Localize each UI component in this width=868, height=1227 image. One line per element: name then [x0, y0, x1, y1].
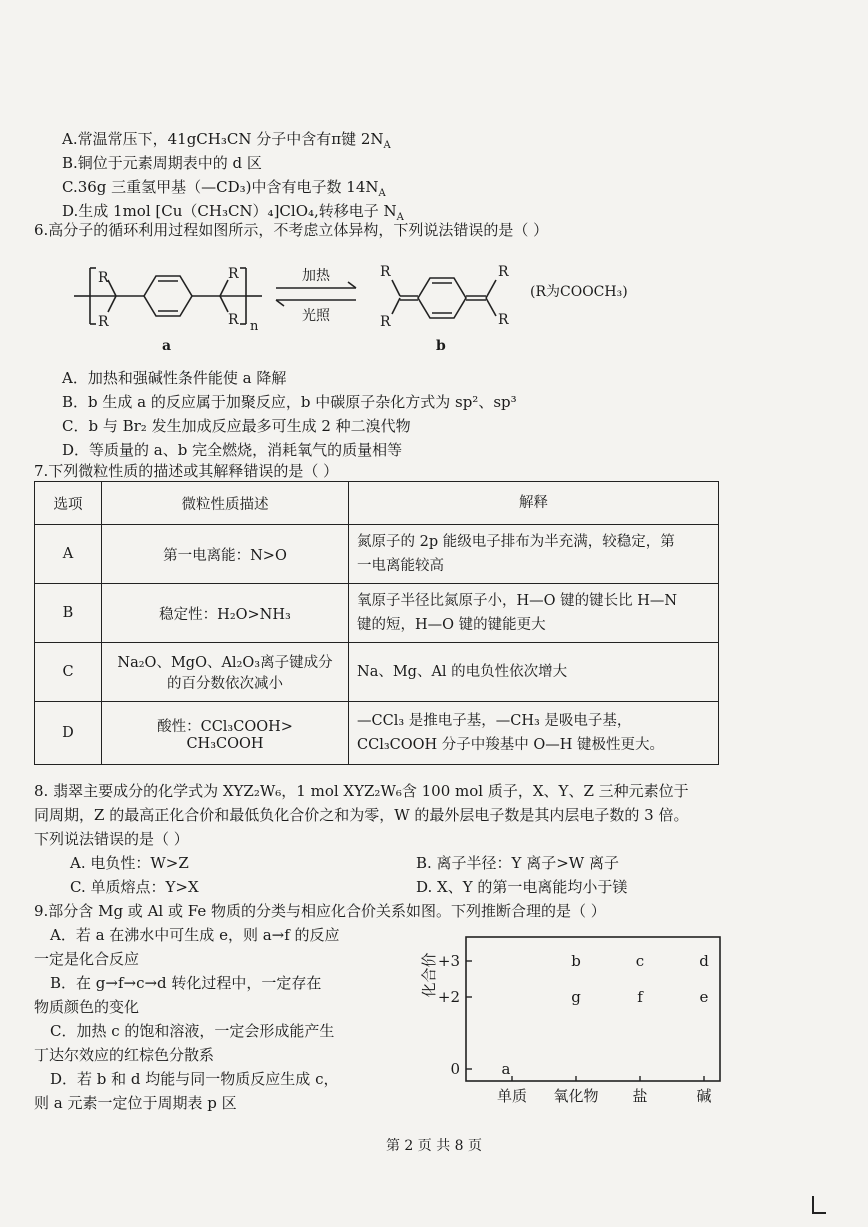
explanation-line: 氮原子的 2p 能级电子排布为半充满，较稳定，第	[357, 534, 675, 550]
header-option: 选项	[35, 482, 102, 525]
data-point-g: g	[571, 988, 581, 1006]
y-tick-label: 0	[450, 1060, 460, 1078]
q5-option-d: D.生成 1mol [Cu（CH₃CN）₄]ClO₄,转移电子 $N_A$	[62, 202, 404, 223]
description-line: 酸性：CCl₃COOH>	[157, 718, 293, 735]
q6-stem: 6.高分子的循环利用过程如图所示，不考虑立体异构，下列说法错误的是（ ）	[34, 221, 549, 239]
explanation-line: —CCl₃ 是推电子基，—CH₃ 是吸电子基，	[357, 713, 632, 729]
q8-option-c: C. 单质熔点：Y>X	[70, 878, 199, 896]
data-point-d: d	[699, 952, 709, 970]
q6-option-a: A．加热和强碱性条件能使 a 降解	[62, 369, 287, 387]
corner-mark	[812, 1196, 826, 1214]
row-explanation	[349, 525, 719, 584]
r-label: R	[98, 270, 109, 286]
q9-stem: 9.部分含 Mg 或 Al 或 Fe 物质的分类与相应化合价关系如图。下列推断合理的是（ ）	[34, 902, 606, 920]
table-row	[35, 643, 719, 702]
row-explanation: Na、Mg、Al 的电负性依次增大	[349, 643, 719, 702]
data-point-c: c	[635, 952, 645, 970]
q9-option-line: D．若 b 和 d 均能与同一物质反应生成 c，	[50, 1070, 339, 1088]
q8-option-b: B. 离子半径：Y 离子>W 离子	[416, 854, 619, 872]
r-label: R	[498, 264, 509, 280]
page-footer: 第 2 页 共 8 页	[385, 1138, 483, 1154]
q9-option-line: A．若 a 在沸水中可生成 e，则 a→f 的反应	[50, 926, 340, 944]
compound-a-label: a	[162, 338, 172, 354]
x-tick-label: 盐	[632, 1087, 648, 1105]
subscript-n: n	[250, 319, 259, 334]
q5-option-c: C.36g 三重氢甲基（—CD₃)中含有电子数 $14N_A$	[62, 178, 386, 199]
data-point-a: a	[501, 1060, 511, 1078]
polymer-cycle-diagram	[70, 250, 690, 360]
row-explanation	[349, 584, 719, 643]
row-option: C	[35, 643, 102, 702]
valence-class-chart	[410, 925, 730, 1115]
q8-stem-line: 8. 翡翠主要成分的化学式为 XYZ₂W₆，1 mol XYZ₂W₆含 100 mol 质子，X、Y、Z 三种元素位于	[34, 782, 689, 800]
row-description: 稳定性：H₂O>NH₃	[102, 584, 349, 643]
header-explanation: 解释	[349, 482, 719, 525]
q6-option-c: C．b 与 Br₂ 发生加成反应最多可生成 2 种二溴代物	[62, 417, 411, 435]
q9-option-line: 物质颜色的变化	[34, 998, 140, 1016]
table-row	[35, 525, 719, 584]
table-row	[35, 584, 719, 643]
r-label: R	[380, 314, 391, 330]
q8-stem-line: 同周期，Z 的最高正化合价和最低负化合价之和为零，W 的最外层电子数是其内层电子数的 3 倍。	[34, 806, 689, 824]
q8-option-d: D. X、Y 的第一电离能均小于镁	[416, 878, 628, 896]
row-description: 第一电离能：N>O	[102, 525, 349, 584]
explanation-line: CCl₃COOH 分子中羧基中 O—H 键极性更大。	[357, 737, 665, 753]
row-option: B	[35, 584, 102, 643]
arrow-top-label: 加热	[302, 268, 330, 284]
q5-option-b: B.铜位于元素周期表中的 d 区	[62, 154, 262, 172]
table-row	[35, 702, 719, 765]
data-point-b: b	[571, 952, 581, 970]
q6-option-b: B．b 生成 a 的反应属于加聚反应，b 中碳原子杂化方式为 sp²、sp³	[62, 393, 517, 411]
row-description	[102, 702, 349, 765]
r-label: R	[228, 266, 239, 282]
data-point-f: f	[637, 988, 643, 1006]
data-point-e: e	[699, 988, 709, 1006]
explanation-line: 键的短，H—O 键的键能更大	[357, 617, 546, 633]
r-label: R	[98, 314, 109, 330]
x-tick-label: 氧化物	[553, 1087, 599, 1105]
explanation-line: 氧原子半径比氮原子小，H—O 键的键长比 H—N	[357, 593, 678, 609]
q7-table	[34, 481, 719, 765]
q5-option-a: A.常温常压下，41gCH₃CN 分子中含有π键 $2N_A$	[62, 130, 391, 151]
q6-option-d: D．等质量的 a、b 完全燃烧，消耗氧气的质量相等	[62, 441, 403, 459]
q9-option-line: 则 a 元素一定位于周期表 p 区	[34, 1094, 237, 1112]
table-header-row	[35, 482, 719, 525]
row-explanation	[349, 702, 719, 765]
row-option: A	[35, 525, 102, 584]
q7-stem: 7.下列微粒性质的描述或其解释错误的是（ ）	[34, 462, 339, 480]
q9-option-line: B．在 g→f→c→d 转化过程中，一定存在	[50, 974, 322, 992]
r-label: R	[228, 312, 239, 328]
description-line: 的百分数依次减小	[167, 676, 283, 692]
header-description: 微粒性质描述	[102, 482, 349, 525]
x-tick-label: 碱	[696, 1087, 712, 1105]
x-tick-label: 单质	[496, 1087, 528, 1105]
q8-stem-line: 下列说法错误的是（ ）	[34, 830, 189, 848]
y-axis-label: 化合价	[420, 952, 438, 998]
r-definition: (R为COOCH₃)	[530, 284, 628, 300]
q9-option-line: 一定是化合反应	[34, 950, 140, 968]
description-line: CH₃COOH	[186, 735, 264, 752]
row-option: D	[35, 702, 102, 765]
r-label: R	[380, 264, 391, 280]
arrow-bottom-label: 光照	[302, 308, 330, 324]
y-tick-label: +2	[437, 988, 460, 1006]
explanation-line: 一电离能较高	[357, 558, 444, 574]
q9-option-line: 丁达尔效应的红棕色分散系	[34, 1046, 215, 1064]
q8-option-a: A. 电负性：W>Z	[70, 854, 189, 872]
compound-b-label: b	[436, 338, 446, 354]
row-description	[102, 643, 349, 702]
r-label: R	[498, 312, 509, 328]
description-line: Na₂O、MgO、Al₂O₃离子键成分	[117, 655, 333, 671]
y-tick-label: +3	[437, 952, 460, 970]
q9-option-line: C．加热 c 的饱和溶液，一定会形成能产生	[50, 1022, 335, 1040]
